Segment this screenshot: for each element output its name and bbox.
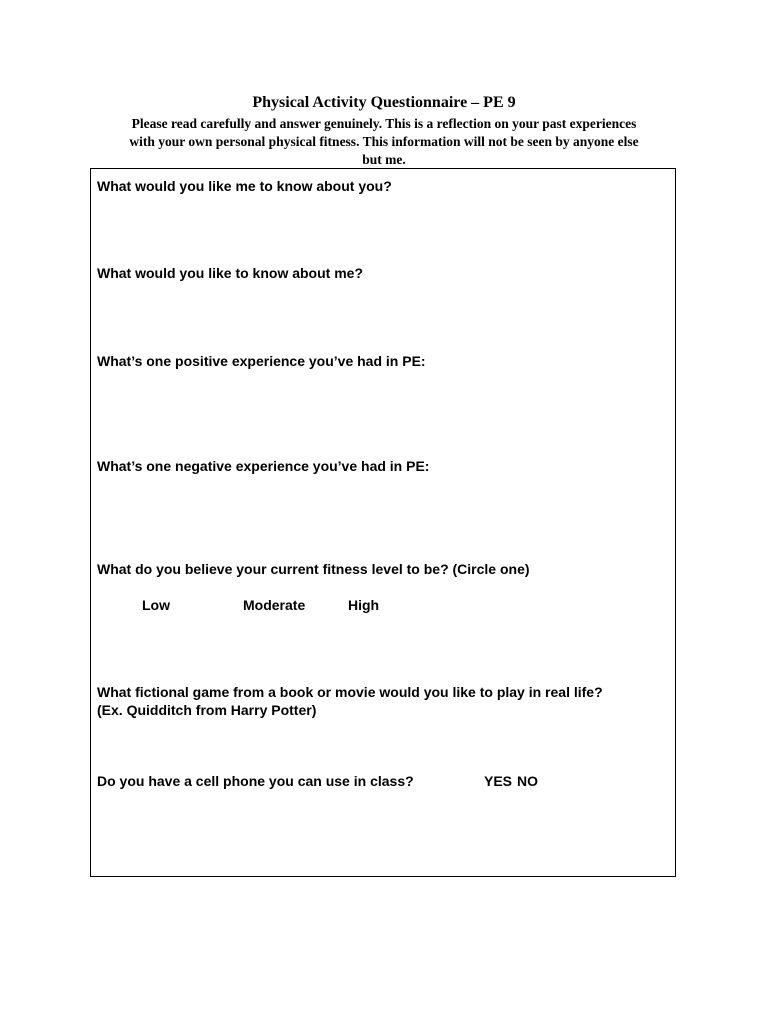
cell-phone-option-yes[interactable]: YES — [484, 773, 513, 789]
instructions-line-1: Please read carefully and answer genuinely. This is a reflection on your past experiences — [131, 116, 637, 131]
fitness-option-low[interactable]: Low — [142, 597, 170, 613]
fitness-option-moderate[interactable]: Moderate — [243, 597, 306, 613]
question-fictional-game-line-1: What fictional game from a book or movie would you like to play in real life? — [97, 684, 603, 700]
questions-box — [90, 168, 676, 877]
questionnaire-title: Physical Activity Questionnaire – PE 9 — [252, 94, 516, 111]
fitness-option-high[interactable]: High — [348, 597, 380, 613]
instructions-line-2: with your own personal physical fitness. This information will not be seen by anyone else — [129, 134, 639, 149]
question-fictional-game — [97, 683, 603, 719]
question-about-me: What would you like to know about me? — [97, 265, 363, 281]
question-fitness-level: What do you believe your current fitness level to be? (Circle one) — [97, 561, 530, 577]
question-negative-experience: What’s one negative experience you’ve had in PE: — [97, 458, 430, 474]
question-about-you: What would you like me to know about you? — [97, 178, 392, 194]
question-cell-phone: Do you have a cell phone you can use in class? — [97, 773, 414, 789]
question-positive-experience: What’s one positive experience you’ve had in PE: — [97, 353, 426, 369]
question-fictional-game-example: (Ex. Quidditch from Harry Potter) — [97, 702, 317, 718]
instructions-line-3: but me. — [362, 152, 406, 167]
instructions — [92, 115, 676, 169]
cell-phone-option-no[interactable]: NO — [517, 773, 538, 789]
